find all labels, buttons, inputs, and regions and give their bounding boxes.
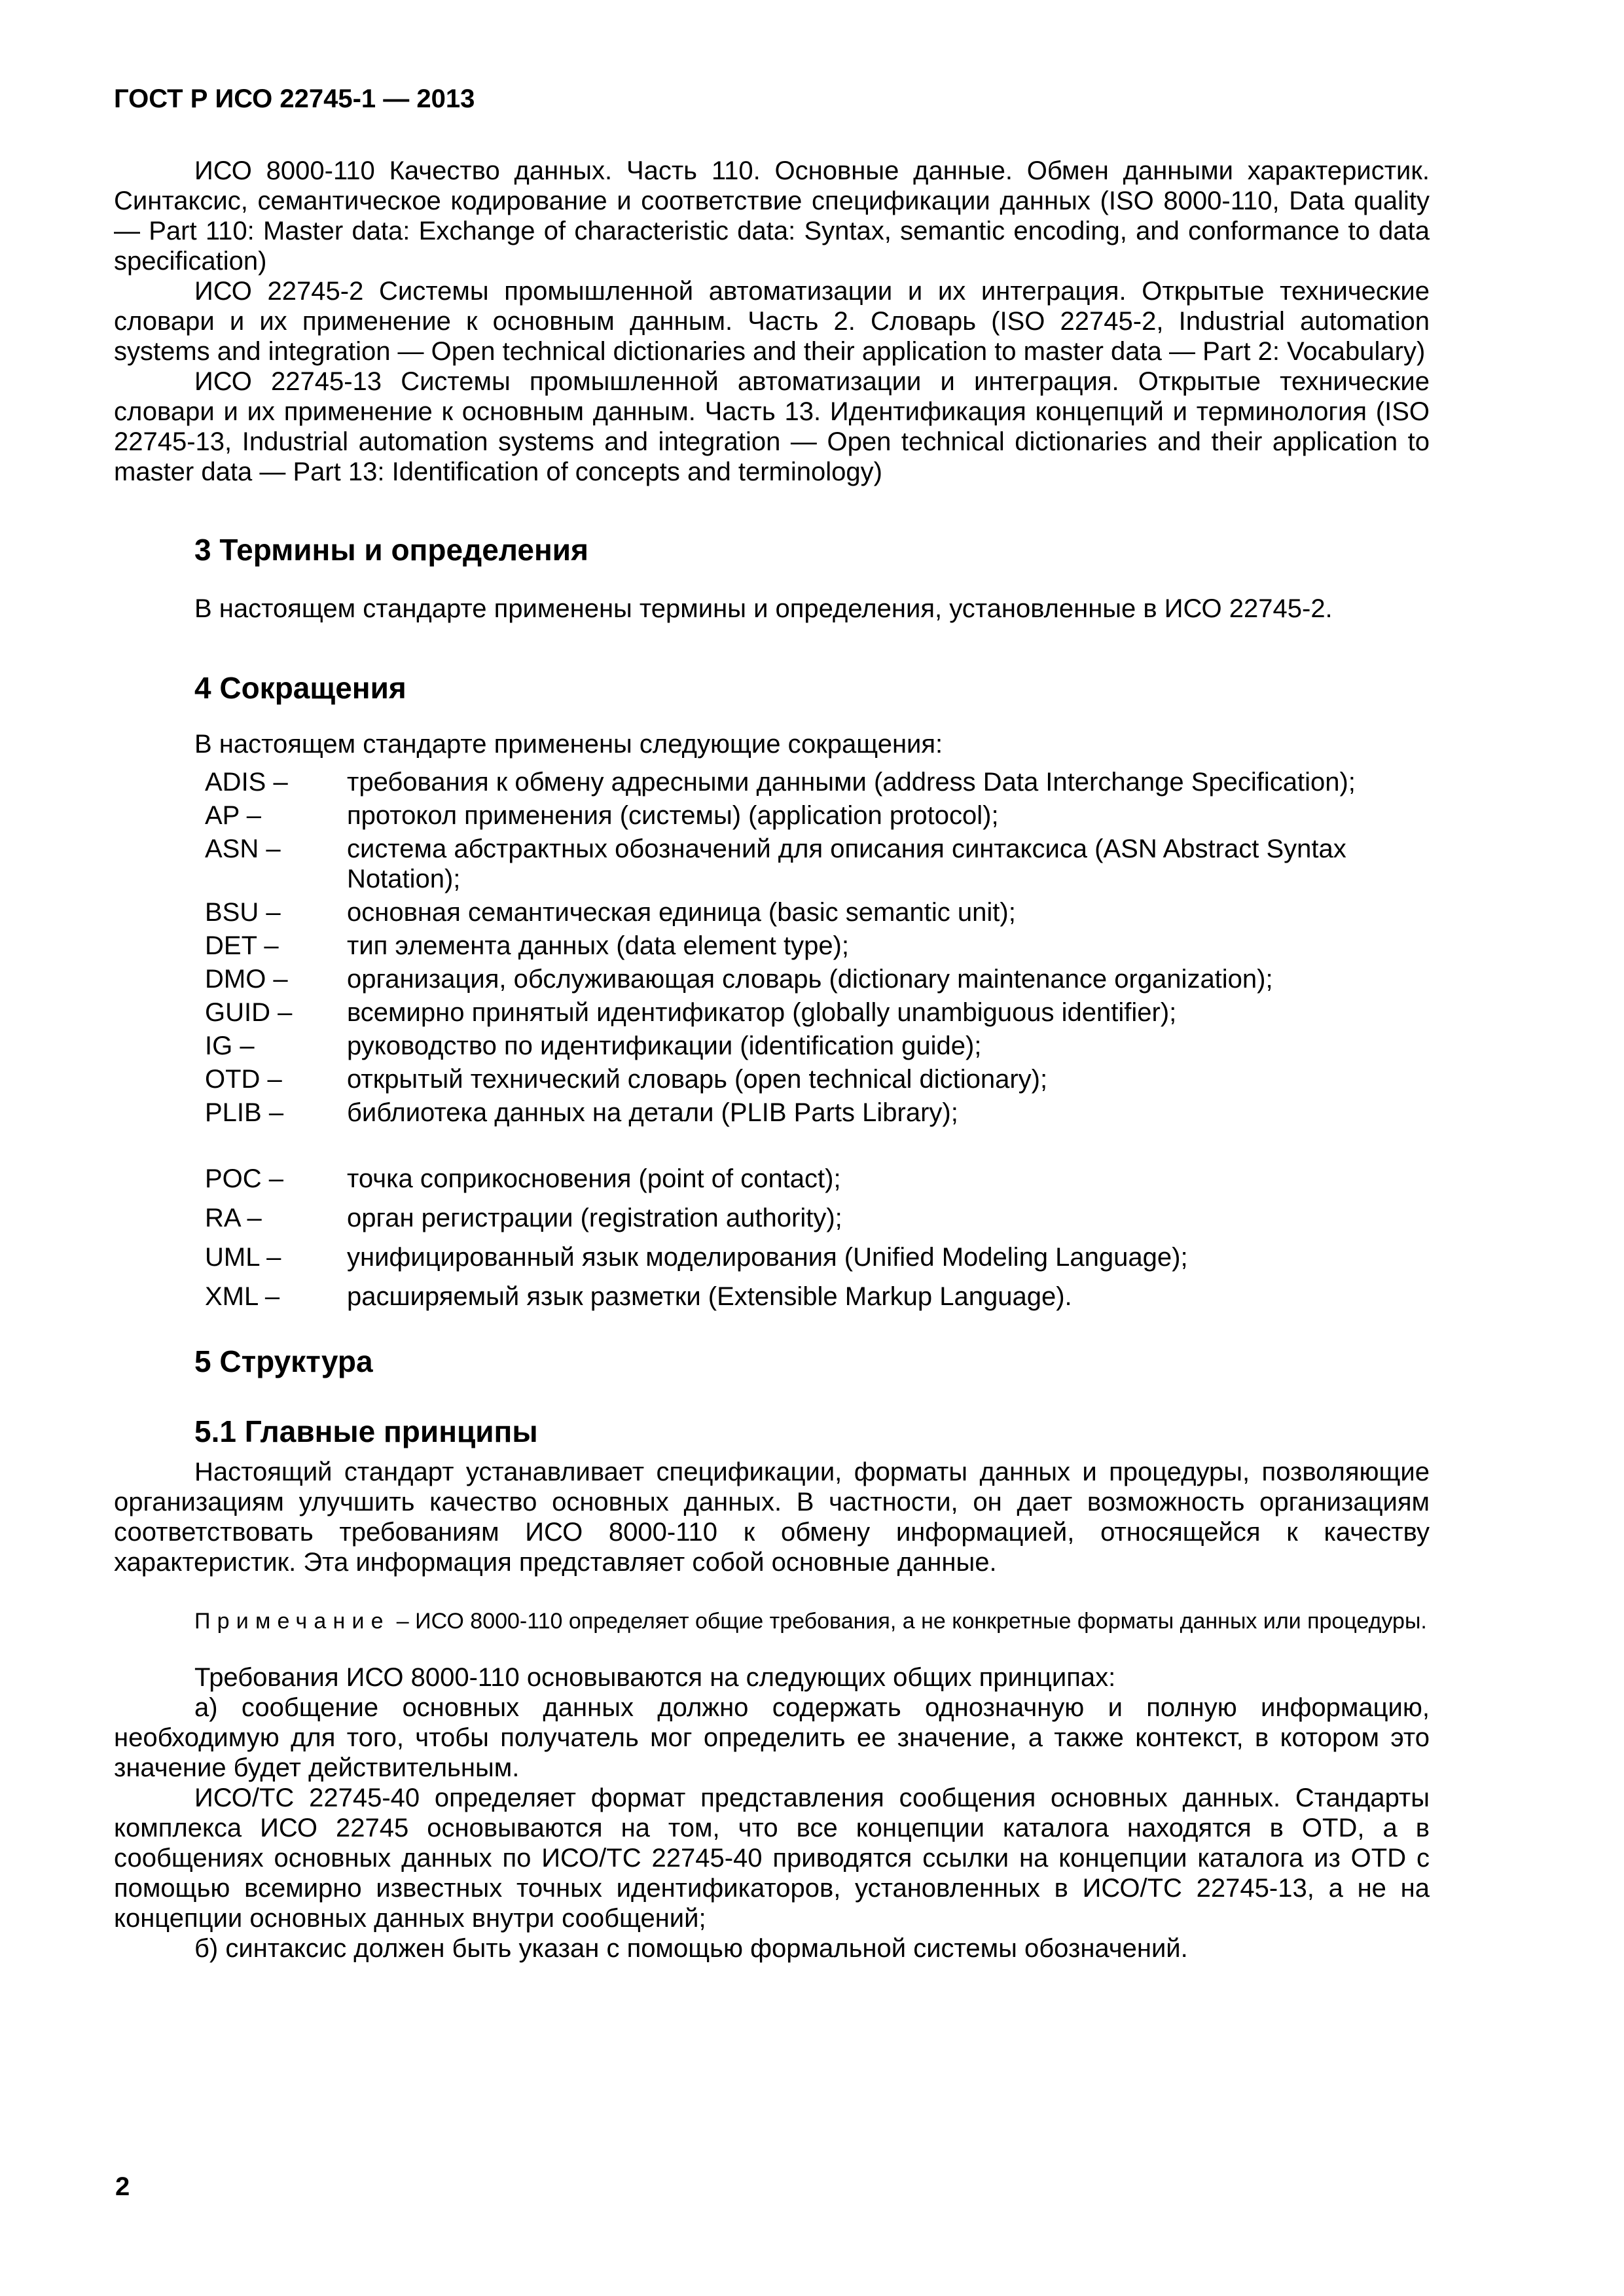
abbreviation-row-det [114, 931, 1430, 961]
section-5-heading: 5 Структура [194, 1344, 373, 1378]
abbreviation-definition: точка соприкосновения (point of contact); [347, 1164, 841, 1193]
section-5-item-b: б) синтаксис должен быть указан с помощью формальной системы обозначений. [194, 1934, 1188, 1963]
abbreviation-term: ASN – [205, 834, 281, 863]
section-3-heading: 3 Термины и определения [194, 533, 588, 567]
note-paragraph [114, 1606, 1430, 1636]
abbreviation-row-bsu [114, 897, 1430, 927]
section-5-item-a: а) сообщение основных данных должно содержать однозначную и полную информацию, необходимую для того, чтобы получатель мог определить ее значение, а также контекст, в котором это значение будет действительным. [114, 1693, 1430, 1782]
intro-paragraph-iso-22745-13: ИСО 22745-13 Системы промышленной автоматизации и интеграция. Открытые технические словари и их применение к основным данным. Часть 13. Идентификация концепций и терминология (ISO 22745-13, Industrial automation systems and integration — Open technical dictionaries and their application to master data — Part 13: Identification of concepts and terminology) [114, 367, 1430, 486]
abbreviation-list [114, 767, 1430, 1312]
abbreviation-term: ADIS – [205, 768, 288, 797]
abbreviation-definition: открытый технический словарь (open technical dictionary); [347, 1065, 1048, 1094]
section-5-paragraph-iso-tc-22745-40: ИСО/ТС 22745-40 определяет формат представления сообщения основных данных. Стандарты комплекса ИСО 22745 основываются на том, что все концепции каталога находятся в OTD, а в сообщениях основных данных по ИСО/ТС 22745-40 приводятся ссылки на концепции каталога из OTD с помощью всемирно известных точных идентификаторов, установленных в ИСО/ТС 22745-13, а не на концепции основных данных внутри сообщений; [114, 1784, 1430, 1933]
abbreviation-definition: требования к обмену адресными данными (address Data Interchange Specification); [347, 768, 1356, 797]
abbreviation-definition: организация, обслуживающая словарь (dictionary maintenance organization); [347, 965, 1273, 994]
abbreviation-term: XML – [205, 1282, 280, 1311]
abbreviation-term: RA – [205, 1204, 262, 1232]
abbreviation-row-plib [114, 1098, 1430, 1128]
abbreviation-row-asn [114, 834, 1430, 894]
section-3-paragraph: В настоящем стандарте применены термины и определения, установленные в ИСО 22745-2. [194, 594, 1333, 623]
abbreviation-row-otd [114, 1064, 1430, 1094]
abbreviation-row-ig [114, 1031, 1430, 1061]
abbreviation-definition: расширяемый язык разметки (Extensible Markup Language). [347, 1282, 1072, 1311]
abbreviation-definition: тип элемента данных (data element type); [347, 931, 849, 960]
document-header: ГОСТ Р ИСО 22745-1 — 2013 [114, 84, 475, 113]
abbreviation-term: IG – [205, 1031, 255, 1060]
intro-paragraph-iso-8000-110: ИСО 8000-110 Качество данных. Часть 110. Основные данные. Обмен данными характеристик. Синтаксис, семантическое кодирование и соответствие спецификации данных (ISO 8000-110, Data quality — Part 110: Master data: Exchange of characteristic data: Syntax, semantic encoding, and conformance to data specification) [114, 156, 1430, 276]
abbreviation-term: BSU – [205, 898, 281, 927]
note-label: Примечание [194, 1609, 390, 1634]
abbreviation-row-ra [114, 1203, 1430, 1233]
section-5-1-paragraph: Настоящий стандарт устанавливает спецификации, форматы данных и процедуры, позволяющие организациям улучшить качество основных данных. В частности, он дает возможность организациям соответствовать требованиям ИСО 8000-110 к обмену информацией, относящейся к качеству характеристик. Эта информация представляет собой основные данные. [114, 1458, 1430, 1577]
abbreviation-definition: унифицированный язык моделирования (Unified Modeling Language); [347, 1243, 1188, 1272]
page-content [114, 0, 1430, 1964]
abbreviation-definition: протокол применения (системы) (application protocol); [347, 801, 999, 830]
abbreviation-term: OTD – [205, 1065, 282, 1094]
section-5-1-heading: 5.1 Главные принципы [194, 1414, 538, 1448]
abbreviation-term: PLIB – [205, 1098, 284, 1127]
abbreviation-definition: система абстрактных обозначений для описания синтаксиса (ASN Abstract Syntax Notation); [347, 834, 1346, 893]
abbreviation-definition: орган регистрации (registration authority); [347, 1204, 842, 1232]
abbreviation-row-ap [114, 800, 1430, 831]
abbreviation-term: DET – [205, 931, 279, 960]
abbreviation-row-uml [114, 1242, 1430, 1272]
abbreviation-definition: всемирно принятый идентификатор (globally unambiguous identifier); [347, 998, 1177, 1027]
abbreviation-row-guid [114, 997, 1430, 1028]
abbreviation-term: DMO – [205, 965, 288, 994]
abbreviation-term: GUID – [205, 998, 293, 1027]
abbreviation-row-xml [114, 1282, 1430, 1312]
section-4-heading: 4 Сокращения [194, 671, 406, 705]
abbreviation-definition: руководство по идентификации (identification guide); [347, 1031, 982, 1060]
abbreviation-term: POC – [205, 1164, 284, 1193]
abbreviation-term: AP – [205, 801, 261, 830]
section-4-intro-paragraph: В настоящем стандарте применены следующие сокращения: [194, 730, 943, 759]
abbreviation-row-dmo [114, 964, 1430, 994]
abbreviation-row-adis [114, 767, 1430, 797]
abbreviation-row-poc [114, 1164, 1430, 1194]
note-text: – ИСО 8000-110 определяет общие требования, а не конкретные форматы данных или процедуры. [396, 1609, 1427, 1634]
abbreviation-definition: библиотека данных на детали (PLIB Parts Library); [347, 1098, 958, 1127]
intro-paragraph-iso-22745-2: ИСО 22745-2 Системы промышленной автоматизации и их интеграция. Открытые технические словари и их применение к основным данным. Часть 2. Словарь (ISO 22745-2, Industrial automation systems and integration — Open technical dictionaries and their application to master data — Part 2: Vocabulary) [114, 277, 1430, 366]
abbreviation-term: UML – [205, 1243, 281, 1272]
section-5-requirements-paragraph: Требования ИСО 8000-110 основываются на следующих общих принципах: [194, 1663, 1116, 1692]
page-number: 2 [115, 2172, 130, 2201]
abbreviation-definition: основная семантическая единица (basic semantic unit); [347, 898, 1016, 927]
